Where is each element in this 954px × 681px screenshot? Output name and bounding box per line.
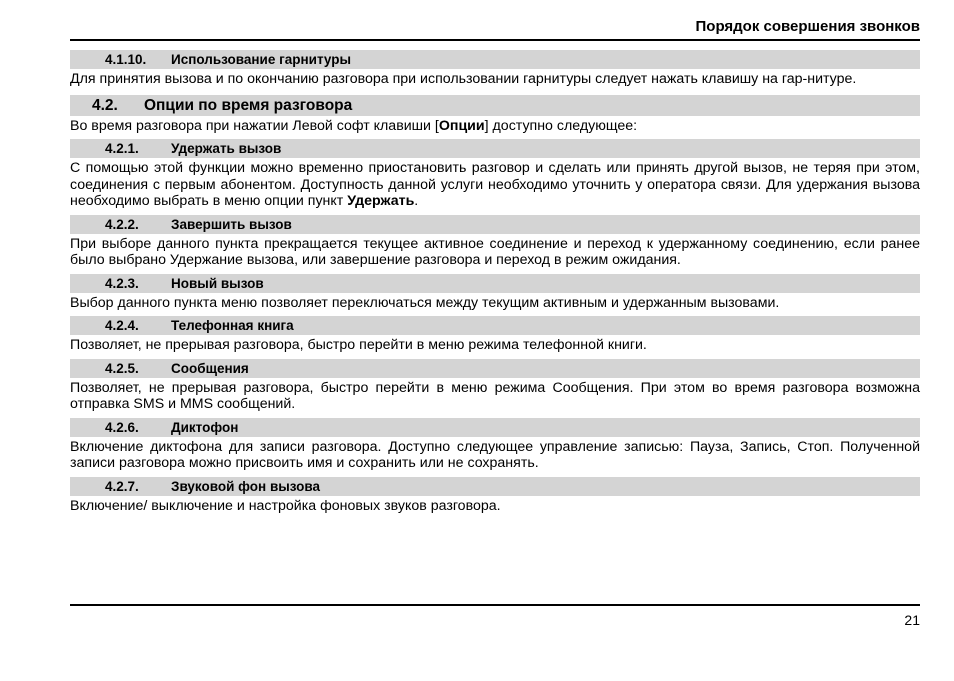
paragraph-text-lead: С помощью этой функции можно временно приостановить разговор и сделать или принять другой вызов, не теряя при этом, соединения с первым абонентом. Доступность данной услуги необходимо уточнить у оператора связи. Для удержания вызова необходимо выбрать в меню опции пункт xyxy=(70,160,920,209)
heading-4-2-5 xyxy=(70,359,920,378)
heading-number: 4.2.2. xyxy=(105,216,139,232)
page-number: 21 xyxy=(904,612,920,628)
header-divider-rule xyxy=(70,39,920,41)
paragraph-4-2-7: Включение/ выключение и настройка фоновых звуков разговора. xyxy=(70,497,501,514)
heading-title: Диктофон xyxy=(171,419,239,435)
heading-4-2-7 xyxy=(70,477,920,496)
paragraph-4-2-2: При выборе данного пункта прекращается текущее активное соединение и переход к удержанному соединению, если ранее было выбрано Удержание вызова, или завершение разговора и переход в режим ожидания. xyxy=(70,235,920,268)
heading-title: Удержать вызов xyxy=(171,141,282,156)
heading-4-1-10 xyxy=(70,50,920,69)
heading-number: 4.1.10. xyxy=(105,52,147,67)
page-footer xyxy=(70,604,920,629)
paragraph-emphasis-hold: Удержать xyxy=(347,193,415,209)
paragraph-4-1-10: Для принятия вызова и по окончанию разговора при использовании гарнитуры следует нажать клавишу на гар-нитуре. xyxy=(70,71,857,87)
heading-title: Использование гарнитуры xyxy=(171,52,351,67)
heading-number: 4.2.1. xyxy=(105,141,139,156)
heading-number: 4.2.4. xyxy=(105,318,139,333)
heading-number: 4.2. xyxy=(92,96,118,114)
heading-title: Сообщения xyxy=(171,360,249,376)
heading-title: Телефонная книга xyxy=(171,318,294,333)
heading-title: Завершить вызов xyxy=(171,216,292,232)
heading-number: 4.2.6. xyxy=(105,419,139,435)
paragraph-4-2 xyxy=(70,118,920,135)
paragraph-text-tail: . xyxy=(414,193,419,209)
running-header-title: Порядок совершения звонков xyxy=(695,18,920,35)
heading-4-2-3 xyxy=(70,274,920,293)
heading-4-2-2 xyxy=(70,215,920,234)
paragraph-emphasis-options: Опции xyxy=(438,117,485,134)
heading-4-2-1 xyxy=(70,139,920,158)
heading-4-2-4 xyxy=(70,316,920,335)
footer-divider-rule xyxy=(70,604,920,606)
heading-title: Опции по время разговора xyxy=(144,96,353,114)
document-content xyxy=(70,50,920,517)
heading-4-2-6 xyxy=(70,418,920,437)
heading-number: 4.2.7. xyxy=(105,478,139,494)
paragraph-text-lead: Во время разговора при нажатии Левой софт клавиши [ xyxy=(70,117,439,134)
paragraph-4-2-5: Позволяет, не прерывая разговора, быстро перейти в меню режима Сообщения. При этом во время разговора возможна отправка SMS и MMS сообщений. xyxy=(70,379,920,412)
heading-number: 4.2.3. xyxy=(105,275,139,291)
paragraph-4-2-6: Включение диктофона для записи разговора. Доступно следующее управление записью: Пауза, Запись, Стоп. Полученной записи разговора можно присвоить имя и сохранить или не сохранять. xyxy=(70,438,920,471)
heading-title: Новый вызов xyxy=(171,275,264,291)
heading-number: 4.2.5. xyxy=(105,360,139,376)
heading-4-2 xyxy=(70,95,920,116)
paragraph-4-2-3: Выбор данного пункта меню позволяет переключаться между текущим активным и удержанным вызовами. xyxy=(70,294,780,311)
paragraph-4-2-1 xyxy=(70,160,920,210)
paragraph-4-2-4: Позволяет, не прерывая разговора, быстро перейти в меню режима телефонной книги. xyxy=(70,337,647,353)
paragraph-text-tail: ] доступно следующее: xyxy=(484,117,638,134)
heading-title: Звуковой фон вызова xyxy=(171,478,321,494)
page-header xyxy=(70,18,920,41)
